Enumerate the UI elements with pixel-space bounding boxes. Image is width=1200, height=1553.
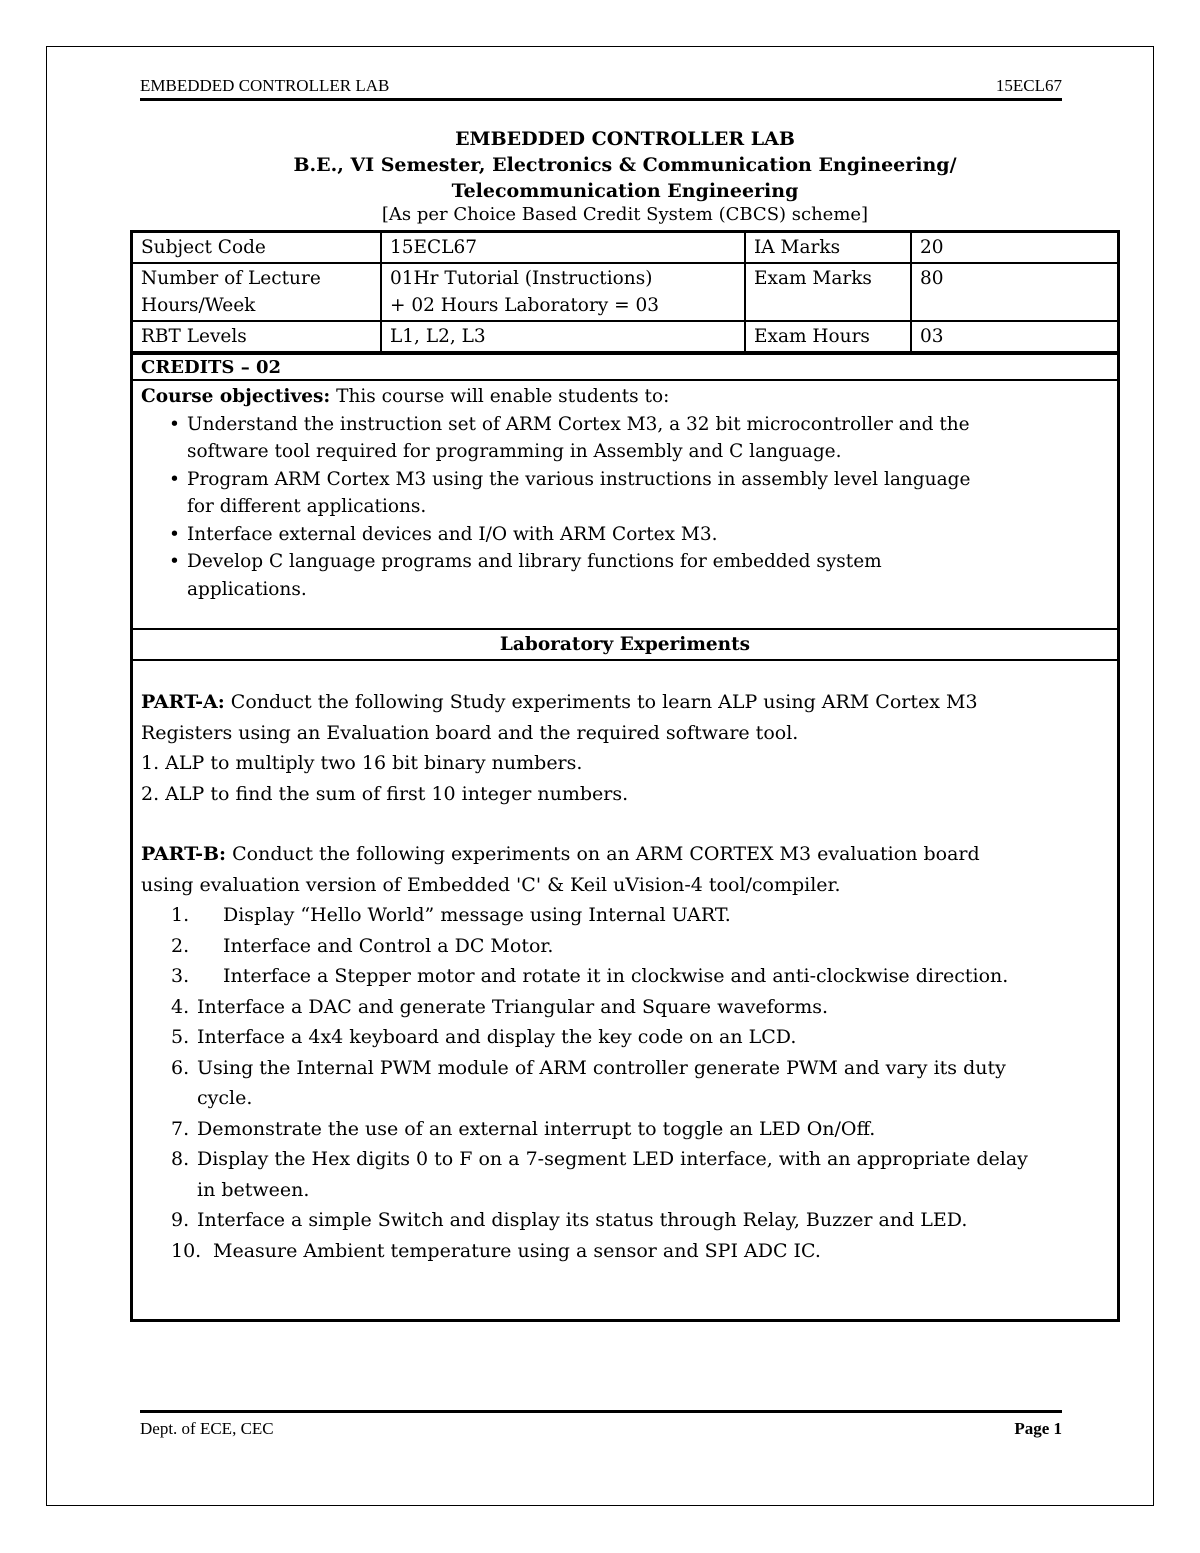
item-number: 1. xyxy=(171,904,190,926)
list-item xyxy=(169,466,1109,521)
section-gap xyxy=(141,809,1109,839)
item-number: 10. xyxy=(171,1239,202,1262)
page-number: Page 1 xyxy=(1014,1419,1062,1438)
lab-experiments-heading: Laboratory Experiments xyxy=(133,628,1117,661)
objective-line: software tool required for programming in Assembly and C language. xyxy=(187,441,842,462)
syllabus-box xyxy=(130,230,1120,1322)
scheme-note: [As per Choice Based Credit System (CBCS) scheme] xyxy=(381,204,869,225)
objective-line: for different applications. xyxy=(187,496,427,517)
list-item xyxy=(171,961,1109,992)
ia-marks-value: 20 xyxy=(911,233,1117,263)
item-text-line: Display the Hex digits 0 to F on a 7-segment LED interface, with an appropriate delay xyxy=(197,1148,1028,1170)
objective-line: Interface external devices and I/O with ARM Cortex M3. xyxy=(187,523,718,545)
bullet-icon: • xyxy=(169,468,180,490)
bullet-icon: • xyxy=(169,413,180,435)
exam-hours-label: Exam Hours xyxy=(745,321,911,352)
info-table xyxy=(133,233,1117,353)
objective-line: applications. xyxy=(187,578,307,600)
item-number: 6. xyxy=(171,1056,190,1079)
list-item xyxy=(171,1114,1109,1145)
objective-line: Develop C language programs and library functions for embedded system xyxy=(187,551,882,572)
bullet-icon: • xyxy=(169,523,180,545)
lecture-hours-label-line1: Number of Lecture xyxy=(141,268,321,289)
list-item xyxy=(169,548,1109,603)
table-row xyxy=(133,233,1117,263)
title-block xyxy=(130,126,1120,226)
objective-line: Program ARM Cortex M3 using the various instructions in assembly level language xyxy=(187,468,971,490)
item-text xyxy=(197,1144,1109,1205)
item-number: 4. xyxy=(171,995,190,1018)
item-number: 9. xyxy=(171,1209,190,1231)
list-item xyxy=(171,1236,1109,1267)
item-text: Interface a DAC and generate Triangular and Square waveforms. xyxy=(197,995,828,1018)
rbt-levels-value: L1, L2, L3 xyxy=(381,321,745,352)
doc-title: EMBEDDED CONTROLLER LAB xyxy=(455,128,795,150)
part-a-text-2: Registers using an Evaluation board and the required software tool. xyxy=(141,721,799,744)
exam-marks-label: Exam Marks xyxy=(745,263,911,321)
item-number: 5. xyxy=(171,1026,190,1048)
item-text: Display “Hello World” message using Internal UART. xyxy=(223,904,731,926)
part-b-list xyxy=(141,900,1109,1266)
part-b-intro xyxy=(141,839,1109,870)
item-number: 3. xyxy=(171,965,190,987)
lecture-hours-value-line2: + 02 Hours Laboratory = 03 xyxy=(390,295,660,316)
item-text: Interface a simple Switch and display its status through Relay, Buzzer and LED. xyxy=(197,1209,968,1231)
item-number: 7. xyxy=(171,1117,190,1140)
table-row xyxy=(133,263,1117,321)
item-number: 2. xyxy=(171,934,190,957)
item-number: 8. xyxy=(171,1148,190,1170)
bullet-icon: • xyxy=(169,551,180,572)
experiments-section xyxy=(133,661,1117,1266)
rbt-levels-label: RBT Levels xyxy=(133,321,381,352)
header-code: 15ECL67 xyxy=(995,76,1062,95)
item-text xyxy=(197,1053,1109,1114)
objectives-intro-text: This course will enable students to: xyxy=(330,386,670,407)
exam-hours-value: 03 xyxy=(911,321,1117,352)
course-objectives xyxy=(133,381,1117,628)
part-a-text: Conduct the following Study experiments to learn ALP using ARM Cortex M3 xyxy=(224,691,978,713)
credits: CREDITS – 02 xyxy=(133,353,1117,381)
list-item xyxy=(171,1022,1109,1053)
running-header xyxy=(140,76,1062,101)
part-b-label: PART-B: xyxy=(141,843,227,865)
list-item xyxy=(171,931,1109,962)
list-item xyxy=(171,1205,1109,1236)
list-item xyxy=(171,900,1109,931)
list-item xyxy=(171,1144,1109,1205)
lecture-hours-value xyxy=(381,263,745,321)
item-text: Measure Ambient temperature using a sensor and SPI ADC IC. xyxy=(213,1239,821,1262)
table-row xyxy=(133,321,1117,352)
list-item xyxy=(171,1053,1109,1114)
objectives-list xyxy=(141,411,1109,604)
part-a-intro xyxy=(141,687,1109,718)
header-title: EMBEDDED CONTROLLER LAB xyxy=(140,76,390,95)
item-text-line: cycle. xyxy=(197,1087,253,1109)
item-text: Interface a Stepper motor and rotate it in clockwise and anti-clockwise direction. xyxy=(223,965,1009,987)
item-text: Interface a 4x4 keyboard and display the key code on an LCD. xyxy=(197,1026,797,1048)
lecture-hours-label xyxy=(133,263,381,321)
item-text-line: in between. xyxy=(197,1178,310,1201)
exam-marks-value: 80 xyxy=(911,263,1117,321)
lecture-hours-value-line1: 01Hr Tutorial (Instructions) xyxy=(390,268,653,289)
footer-dept: Dept. of ECE, CEC xyxy=(140,1419,274,1438)
item-text: Demonstrate the use of an external interrupt to toggle an LED On/Off. xyxy=(197,1117,876,1140)
list-item xyxy=(169,521,1109,549)
subject-code-value: 15ECL67 xyxy=(381,233,745,263)
list-item xyxy=(169,411,1109,466)
lecture-hours-label-line2: Hours/Week xyxy=(141,295,256,316)
doc-subtitle: B.E., VI Semester, Electronics & Communication Engineering/ xyxy=(293,154,957,176)
objectives-intro xyxy=(141,383,1109,411)
part-b-text: Conduct the following experiments on an ARM CORTEX M3 evaluation board xyxy=(226,843,980,865)
item-text-line: Using the Internal PWM module of ARM controller generate PWM and vary its duty xyxy=(197,1056,1006,1079)
list-item xyxy=(171,992,1109,1023)
running-footer xyxy=(140,1410,1062,1439)
part-b-text-2: using evaluation version of Embedded 'C' & Keil uVision-4 tool/compiler. xyxy=(141,873,841,896)
item-text: Interface and Control a DC Motor. xyxy=(223,934,554,957)
part-a-item: 1. ALP to multiply two 16 bit binary numbers. xyxy=(141,752,583,774)
ia-marks-label: IA Marks xyxy=(745,233,911,263)
objectives-label: Course objectives: xyxy=(141,386,331,407)
subject-code-label: Subject Code xyxy=(133,233,381,263)
objective-line: Understand the instruction set of ARM Cortex M3, a 32 bit microcontroller and the xyxy=(187,413,970,435)
doc-subtitle-2: Telecommunication Engineering xyxy=(451,180,799,202)
part-a-item: 2. ALP to find the sum of first 10 integer numbers. xyxy=(141,782,629,805)
part-a-label: PART-A: xyxy=(141,691,225,713)
